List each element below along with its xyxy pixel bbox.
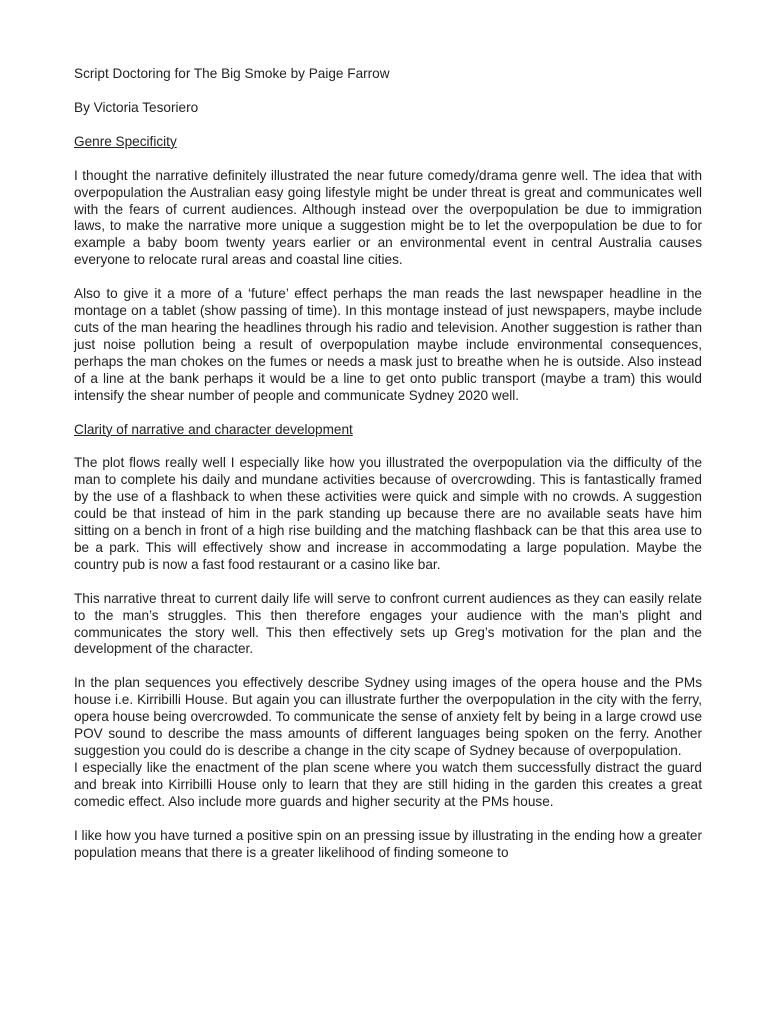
paragraph: Also to give it a more of a ‘future’ effect perhaps the man reads the last newspaper headline in the montage on a tablet (show passing of time). In this montage instead of just newspapers, maybe include cuts of the man hearing the headlines through his radio and television. Another suggestion is rather than just noise pollution being a result of overpopulation maybe include environmental consequences, perhaps the man chokes on the fumes or needs a mask just to breathe when he is outside. Also instead of a line at the bank perhaps it would be a line to get onto public transport (maybe a tram) this would intensify the shear number of people and communicate Sydney 2020 well. [74,286,702,403]
paragraph: I thought the narrative definitely illustrated the near future comedy/drama genre well. The idea that with overpopulation the Australian easy going lifestyle might be under threat is great and communicates well with the fears of current audiences. Although instead over the overpopulation be due to immigration laws, to make the narrative more unique a suggestion might be to let the overpopulation be due to for example a baby boom twenty years earlier or an environmental event in central Australia causes everyone to relocate rural areas and coastal line cities. [74,167,702,268]
paragraph: In the plan sequences you effectively describe Sydney using images of the opera house and the PMs house i.e. Kirribilli House. But again you can illustrate further the overpopulation in the city with the ferry, opera house being overcrowded. To communicate the sense of anxiety felt by being in a large crowd use POV sound to describe the mass amounts of different languages being spoken on the ferry. Another suggestion you could do is describe a change in the city scape of Sydney because of overpopulation. [74,675,702,758]
document-title: Script Doctoring for The Big Smoke by Paige Farrow [74,66,390,81]
paragraph: The plot flows really well I especially like how you illustrated the overpopulation via the difficulty of the man to complete his daily and mundane activities because of overcrowding. This is fantastically framed by the use of a flashback to when these activities were quick and simple with no crowds. A suggestion could be that instead of him in the park standing up because there are no available seats have him sitting on a bench in front of a high rise building and the matching flashback can be that this area use to be a park. This will effectively show and increase in accommodating a large population. Maybe the country pub is now a fast food restaurant or a casino like bar. [74,455,702,572]
section-heading-genre: Genre Specificity [74,133,177,149]
section-heading-clarity: Clarity of narrative and character development [74,421,353,437]
document-author: By Victoria Tesoriero [74,99,199,115]
paragraph: I like how you have turned a positive spin on an pressing issue by illustrating in the ending how a greater population means that there is a greater likelihood of finding someone to [74,827,702,860]
document-page [74,66,702,878]
paragraph: This narrative threat to current daily life will serve to confront current audiences as they can easily relate to the man’s struggles. This then therefore engages your audience with the man’s plight and communicates the story well. This then effectively sets up Greg’s motivation for the plan and the development of the character. [74,590,702,657]
paragraph: I especially like the enactment of the plan scene where you watch them successfully distract the guard and break into Kirribilli House only to learn that they are still hiding in the garden this creates a great comedic effect. Also include more guards and higher security at the PMs house. [74,759,702,809]
